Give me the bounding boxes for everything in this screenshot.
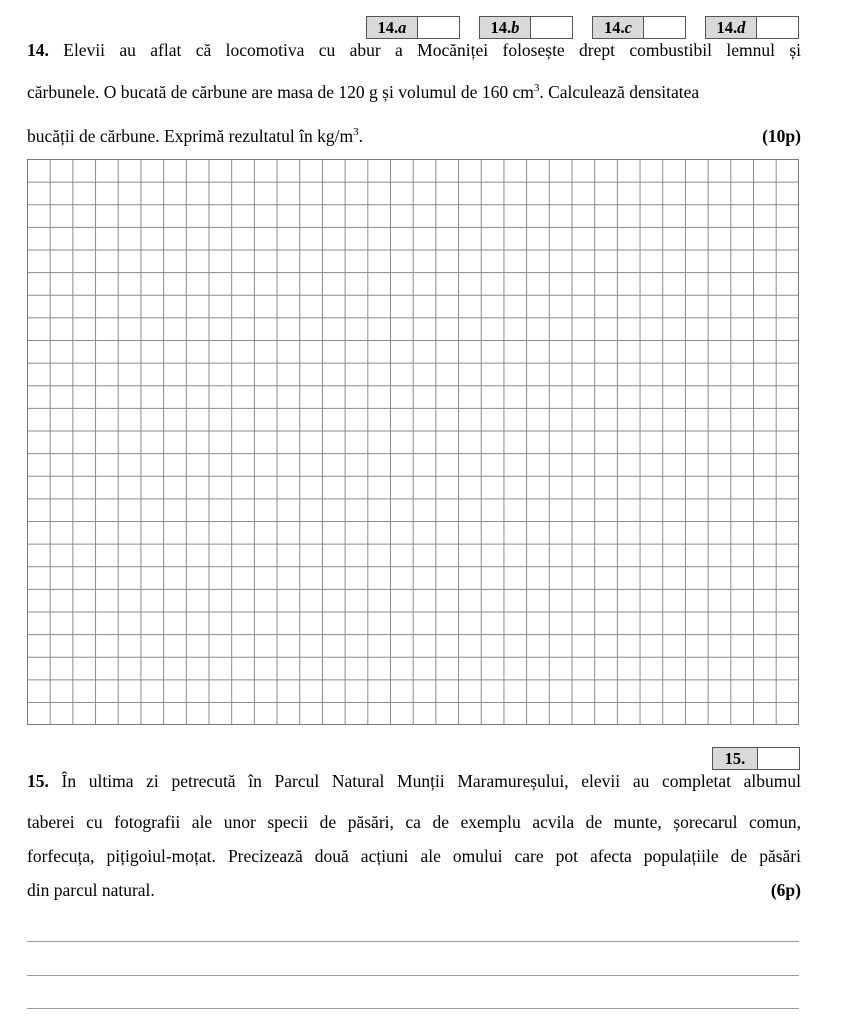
q14-text-line-2b: și volumul de: [382, 82, 478, 102]
score-label-14c: 14. c: [593, 17, 644, 38]
q14-line-2: [27, 82, 801, 102]
score-cell-14c[interactable]: [644, 17, 685, 38]
q14-text-line-2c: . Calculează densitatea: [539, 82, 700, 102]
score-label-15: 15.: [713, 748, 758, 769]
score-box-14b: [479, 16, 573, 39]
q15-line-4: din parcul natural.: [27, 880, 155, 900]
answer-line-1[interactable]: [27, 941, 799, 942]
q14-unit: $kg/m^3$: [317, 126, 359, 146]
score-label-14d: 14. d: [706, 17, 757, 38]
score-box-14d: [705, 16, 799, 39]
score-cell-15[interactable]: [758, 748, 799, 769]
answer-line-3[interactable]: [27, 1008, 799, 1009]
q14-text-line-3a: bucății de cărbune. Exprimă rezultatul în: [27, 126, 313, 146]
q15-line-2: taberei cu fotografii ale unor specii de păsări, ca de exemplu acvila de munte, șorecarul comun,: [27, 812, 801, 832]
q15-points: (6p): [770, 880, 801, 900]
score-box-14a: [366, 16, 460, 39]
q14-text-line-1: Elevii au aflat că locomotiva cu abur a Mocăniței folosește drept combustibil lemnul și: [63, 40, 802, 60]
q15-text-line-1: În ultima zi petrecută în Parcul Natural Munții Maramureșului, elevii au completat albumul: [61, 771, 802, 791]
answer-grid[interactable]: [27, 159, 799, 725]
score-cell-14a[interactable]: [418, 17, 459, 38]
q14-volume-value: 160 $cm^3$: [481, 82, 540, 102]
q14-line-1: [27, 40, 801, 60]
q14-mass-value: 120 g: [338, 82, 378, 102]
q14-text-line-3b: .: [358, 126, 363, 146]
score-box-14c: [592, 16, 686, 39]
score-cell-14b[interactable]: [531, 17, 572, 38]
q14-number: 14.: [27, 40, 49, 60]
q14-text-line-2a: cărbunele. O bucată de cărbune are masa de: [27, 82, 335, 102]
answer-line-2[interactable]: [27, 975, 799, 976]
q15-line-1: [27, 771, 801, 791]
score-label-14a: 14. a: [367, 17, 418, 38]
q15-line-3: forfecuța, pițigoiul-moțat. Precizează două acțiuni ale omului care pot afecta populațiile de păsări: [27, 846, 801, 866]
score-box-15: [712, 747, 800, 770]
q15-number: 15.: [27, 771, 49, 791]
q14-line-3: [27, 126, 801, 146]
score-cell-14d[interactable]: [757, 17, 798, 38]
q14-points: (10p): [762, 126, 801, 146]
score-label-14b: 14. b: [480, 17, 531, 38]
